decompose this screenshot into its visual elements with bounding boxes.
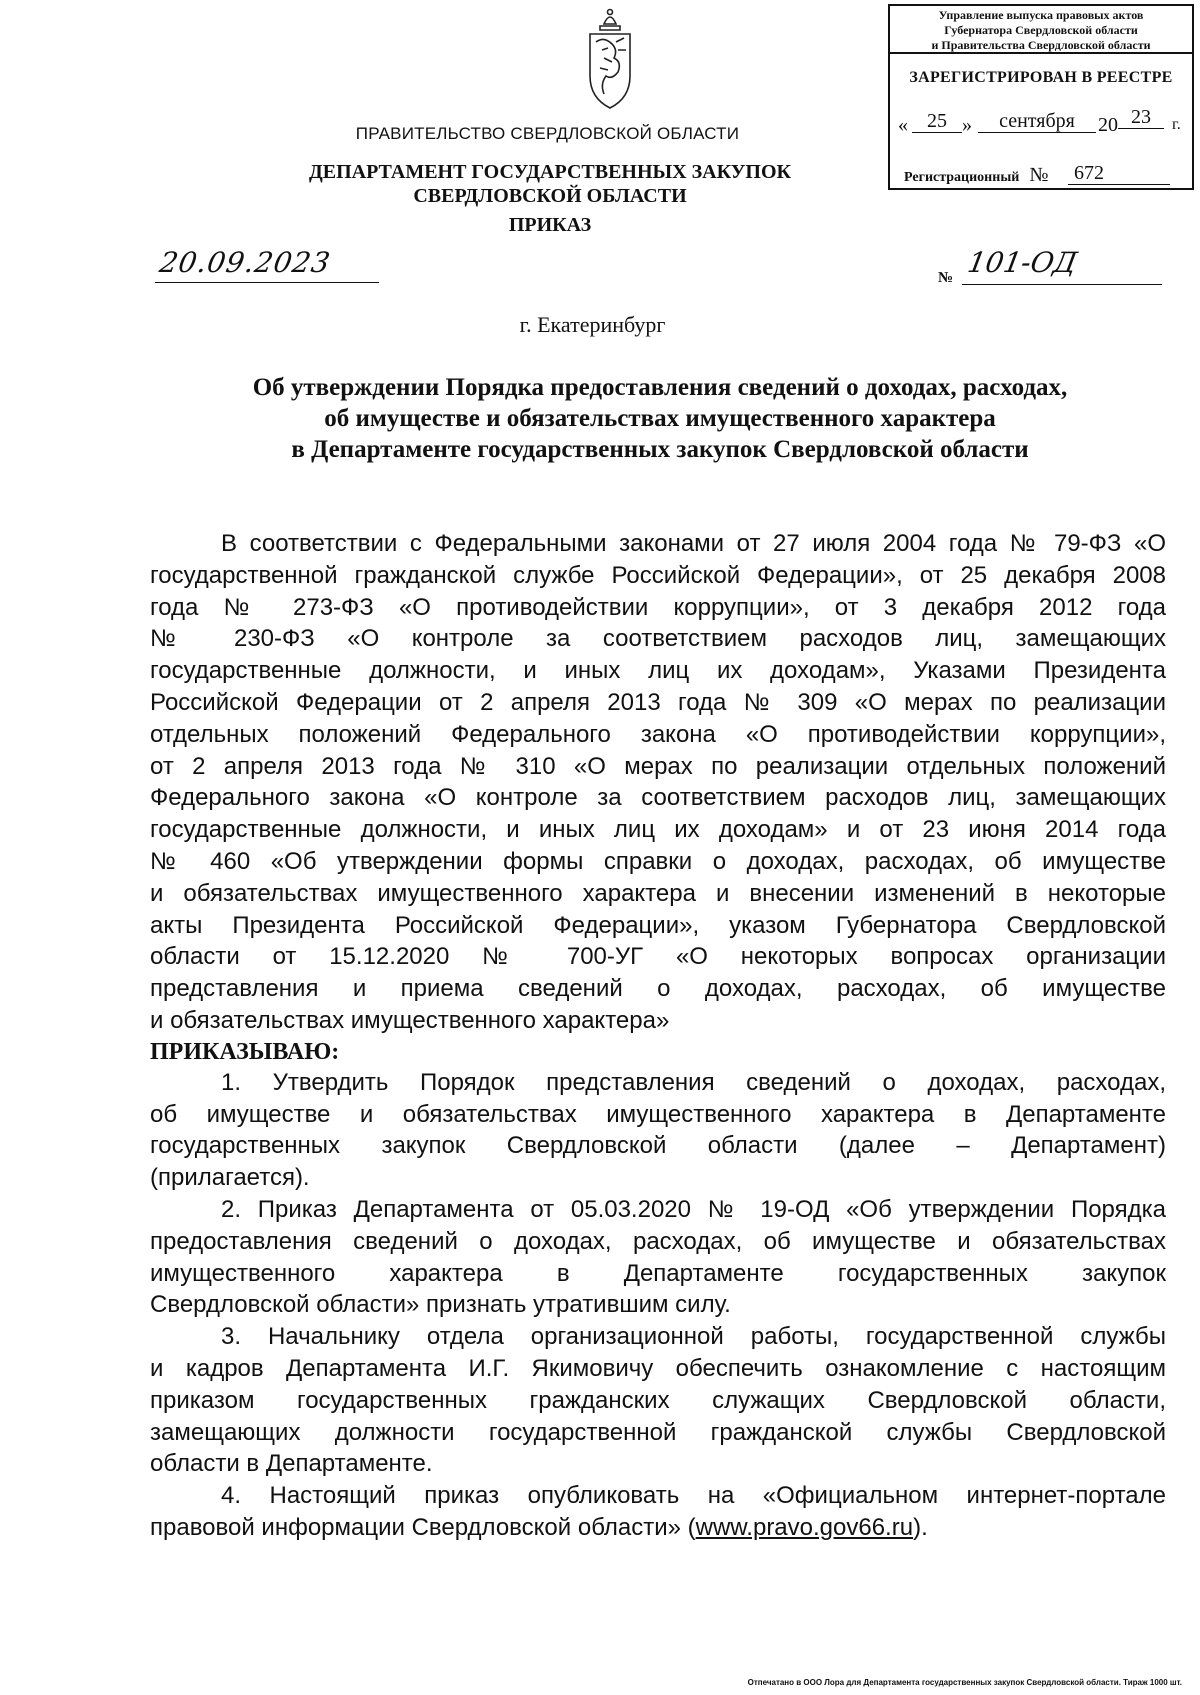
stamp-header: [890, 6, 1192, 54]
city: г. Екатеринбург: [519, 312, 666, 337]
date-underline: [155, 282, 379, 283]
preamble-line: В соответствии с Федеральными законами от 27 июля 2004 года № 79-ФЗ «О: [221, 530, 1166, 557]
stamp-title: ЗАРЕГИСТРИРОВАН В РЕЕСТРЕ: [909, 69, 1173, 86]
preamble-line: области от 15.12.2020 № 700-УГ «О некоторых вопросах организации: [150, 943, 1166, 971]
department-line: СВЕРДЛОВСКОЙ ОБЛАСТИ: [413, 185, 687, 207]
stamp-header-line: Губернатора Свердловской области: [944, 23, 1138, 37]
item-4-text: ).: [913, 1513, 928, 1541]
decree-word: ПРИКАЗЫВАЮ:: [150, 1038, 340, 1065]
item-3-line: области в Департаменте.: [150, 1450, 433, 1478]
item-4-line: 4. Настоящий приказ опубликовать на «Официальном интернет-портале: [221, 1482, 1166, 1510]
item-1-line: (прилагается).: [150, 1164, 310, 1192]
preamble-line: государственные должности, и иных лиц их доходам», Указами Президента: [150, 657, 1166, 685]
print-footer: Отпечатано в ООО Лора для Департамента государственных закупок Свердловской области. Тираж 1000 шт.: [747, 1678, 1182, 1687]
item-1-line: об имуществе и обязательствах имущественного характера в Департаменте: [150, 1100, 1166, 1128]
stamp-open-quote: «: [898, 114, 908, 136]
preamble-line: № 230-ФЗ «О контроле за соответствием расходов лиц, замещающих: [150, 625, 1166, 653]
government-name: ПРАВИТЕЛЬСТВО СВЕРДЛОВСКОЙ ОБЛАСТИ: [355, 124, 740, 143]
item-2-line: имущественного характера в Департаменте государственных закупок: [150, 1259, 1166, 1287]
item-1-line: государственных закупок Свердловской области (далее – Департамент): [150, 1132, 1166, 1160]
stamp-header-line: и Правительства Свердловской области: [931, 38, 1151, 52]
preamble-line: акты Президента Российской Федерации», указом Губернатора Свердловской: [150, 911, 1166, 939]
item-2-line: предоставления сведений о доходах, расходах, об имуществе и обязательствах: [150, 1227, 1166, 1255]
preamble-line: государственной гражданской службе Российской Федерации», от 25 декабря 2008: [150, 561, 1166, 589]
preamble-line: Российской Федерации от 2 апреля 2013 года № 309 «О мерах по реализации: [150, 688, 1166, 716]
preamble-line: государственные должности, и иных лиц их доходам» и от 23 июня 2014 года: [150, 816, 1166, 844]
item-3-line: и кадров Департамента И.Г. Якимовичу обеспечить ознакомление с настоящим: [150, 1354, 1166, 1382]
item-4-line: [150, 1512, 1166, 1544]
item-3-line: приказом государственных гражданских служащих Свердловской области,: [150, 1386, 1166, 1414]
stamp-header-line: Управление выпуска правовых актов: [938, 8, 1144, 22]
document-type: ПРИКАЗ: [508, 214, 592, 236]
stamp-year-mark: г.: [1172, 116, 1181, 133]
department-line: ДЕПАРТАМЕНТ ГОСУДАРСТВЕННЫХ ЗАКУПОК: [308, 161, 792, 183]
preamble-line: отдельных положений Федерального закона «О противодействии коррупции»,: [150, 720, 1166, 748]
preamble-line: представления и приема сведений о доходах, расходах, об имуществе: [150, 975, 1166, 1003]
coat-of-arms-icon: [582, 6, 638, 114]
document-title: [150, 372, 1170, 465]
stamp-year-prefix: 20: [1098, 114, 1118, 136]
handwritten-number: 101-ОД: [965, 246, 1080, 279]
pravo-portal-link[interactable]: www.pravo.gov66.ru: [695, 1513, 914, 1541]
handwritten-date: 20.09.2023: [157, 246, 334, 279]
preamble-line: и обязательствах имущественного характера»: [150, 1006, 670, 1034]
stamp-registration-number: 672: [1068, 162, 1170, 185]
item-4-text: правовой информации Свердловской области» (: [150, 1513, 696, 1541]
stamp-month: сентября: [978, 110, 1096, 133]
preamble-line: и обязательствах имущественного характера и внесении изменений в некоторые: [150, 879, 1166, 907]
stamp-year-suffix: 23: [1118, 106, 1164, 129]
department-name: [0, 160, 1100, 208]
number-underline: [962, 284, 1162, 285]
number-label: №: [938, 270, 954, 286]
title-line: Об утверждении Порядка предоставления сведений о доходах, расходах,: [252, 374, 1068, 401]
title-line: об имуществе и обязательствах имущественного характера: [324, 405, 996, 432]
preamble-line: Федерального закона «О контроле за соответствием расходов лиц, замещающих: [150, 784, 1166, 812]
item-2-line: Свердловской области» признать утратившим силу.: [150, 1291, 731, 1319]
item-3-line: 3. Начальнику отдела организационной работы, государственной службы: [221, 1323, 1166, 1351]
title-line: в Департаменте государственных закупок Свердловской области: [291, 436, 1029, 463]
preamble-line: № 460 «Об утверждении формы справки о доходах, расходах, об имуществе: [150, 847, 1166, 875]
item-3-line: замещающих должности государственной гражданской службы Свердловской: [150, 1418, 1166, 1446]
document-body: [150, 528, 1166, 1544]
stamp-close-quote: »: [962, 114, 972, 136]
stamp-day: 25: [912, 110, 962, 133]
stamp-reg-text: Регистрационный: [904, 170, 1020, 185]
preamble-line: от 2 апреля 2013 года № 310 «О мерах по реализации отдельных положений: [150, 752, 1166, 780]
item-2-line: 2. Приказ Департамента от 05.03.2020 № 19-ОД «Об утверждении Порядка: [221, 1195, 1166, 1223]
preamble-line: года № 273-ФЗ «О противодействии коррупции», от 3 декабря 2012 года: [150, 593, 1166, 621]
item-1-line: 1. Утвердить Порядок представления сведений о доходах, расходах,: [221, 1068, 1166, 1096]
stamp-number-sign: №: [1029, 164, 1049, 186]
